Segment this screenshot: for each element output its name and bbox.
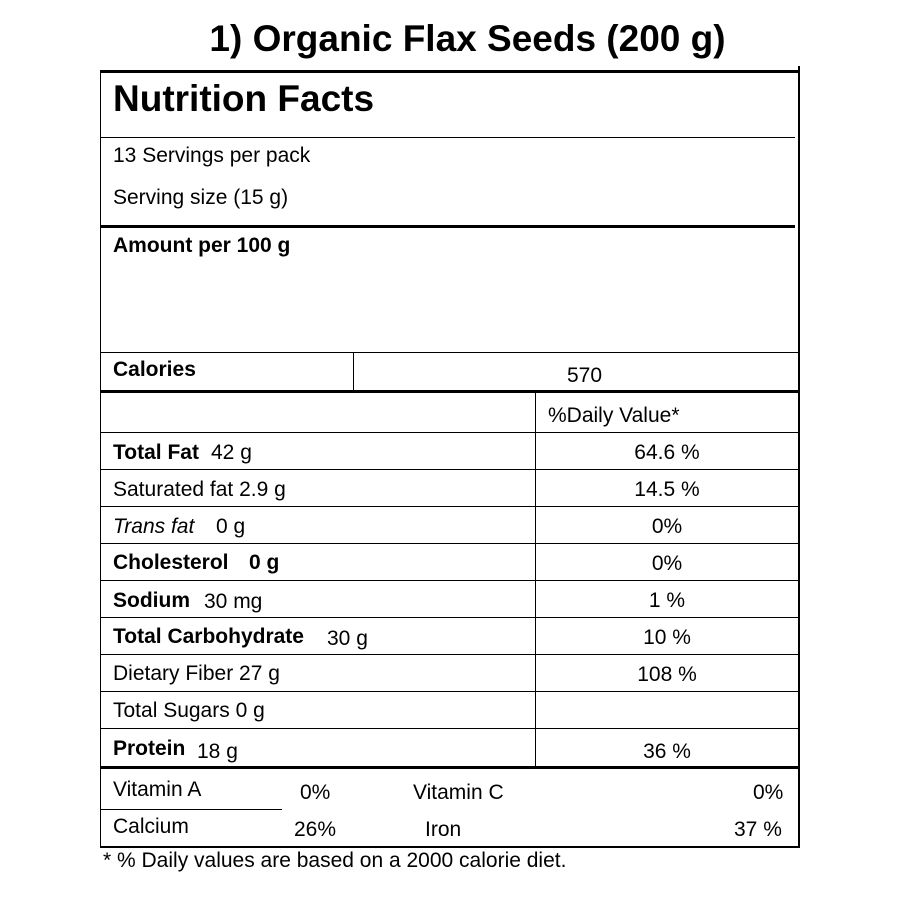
vitamin-value: 26% bbox=[294, 818, 337, 841]
vitamin-name: Vitamin A bbox=[113, 778, 202, 801]
footnote: * % Daily values are based on a 2000 calorie diet. bbox=[103, 849, 567, 872]
nutrient-name: Trans fat bbox=[113, 515, 195, 538]
serving-size: Serving size (15 g) bbox=[113, 186, 289, 209]
nutrient-daily-value: 0% bbox=[651, 552, 683, 575]
nutrient-daily-value: 64.6 % bbox=[634, 441, 700, 464]
nutrient-amount: 18 g bbox=[197, 740, 238, 763]
nutrient-daily-value: 10 % bbox=[643, 626, 691, 649]
nutrient-daily-value: 36 % bbox=[643, 740, 691, 763]
nutrient-daily-value: 1 % bbox=[648, 589, 686, 612]
nutrient-daily-value: 14.5 % bbox=[634, 478, 700, 501]
vitamin-name: Vitamin C bbox=[413, 781, 504, 804]
nutrient-amount: 0 g bbox=[216, 515, 246, 538]
nutrient-name: Protein bbox=[113, 737, 186, 760]
vitamin-value: 0% bbox=[753, 781, 784, 804]
nutrient-name: Total Fat bbox=[113, 441, 199, 464]
vitamin-value: 0% bbox=[300, 781, 331, 804]
nutrient-name: Total Carbohydrate bbox=[113, 625, 304, 648]
vitamin-value: 37 % bbox=[734, 818, 782, 841]
nutrient-name: Cholesterol bbox=[113, 551, 229, 574]
nutrient-amount: 30 mg bbox=[204, 590, 263, 613]
vitamin-name: Calcium bbox=[113, 815, 189, 838]
nutrient-amount: 42 g bbox=[211, 441, 252, 464]
vitamin-name: Iron bbox=[425, 818, 462, 841]
nutrient-name: Dietary Fiber 27 g bbox=[113, 662, 280, 685]
daily-value-header: %Daily Value* bbox=[548, 404, 680, 427]
calories-value: 570 bbox=[567, 364, 603, 387]
servings-per-pack: 13 Servings per pack bbox=[113, 144, 311, 167]
amount-per: Amount per 100 g bbox=[113, 234, 291, 257]
label-heading: Nutrition Facts bbox=[113, 78, 375, 119]
nutrient-daily-value: 0% bbox=[651, 515, 683, 538]
nutrient-amount: 30 g bbox=[327, 627, 368, 650]
product-title: 1) Organic Flax Seeds (200 g) bbox=[209, 18, 726, 59]
nutrient-amount: 0 g bbox=[249, 551, 280, 574]
nutrient-name: Saturated fat 2.9 g bbox=[113, 478, 286, 501]
calories-label: Calories bbox=[113, 358, 196, 381]
nutrient-name: Total Sugars 0 g bbox=[113, 699, 265, 722]
nutrient-daily-value: 108 % bbox=[637, 663, 697, 686]
nutrient-name: Sodium bbox=[113, 589, 190, 612]
